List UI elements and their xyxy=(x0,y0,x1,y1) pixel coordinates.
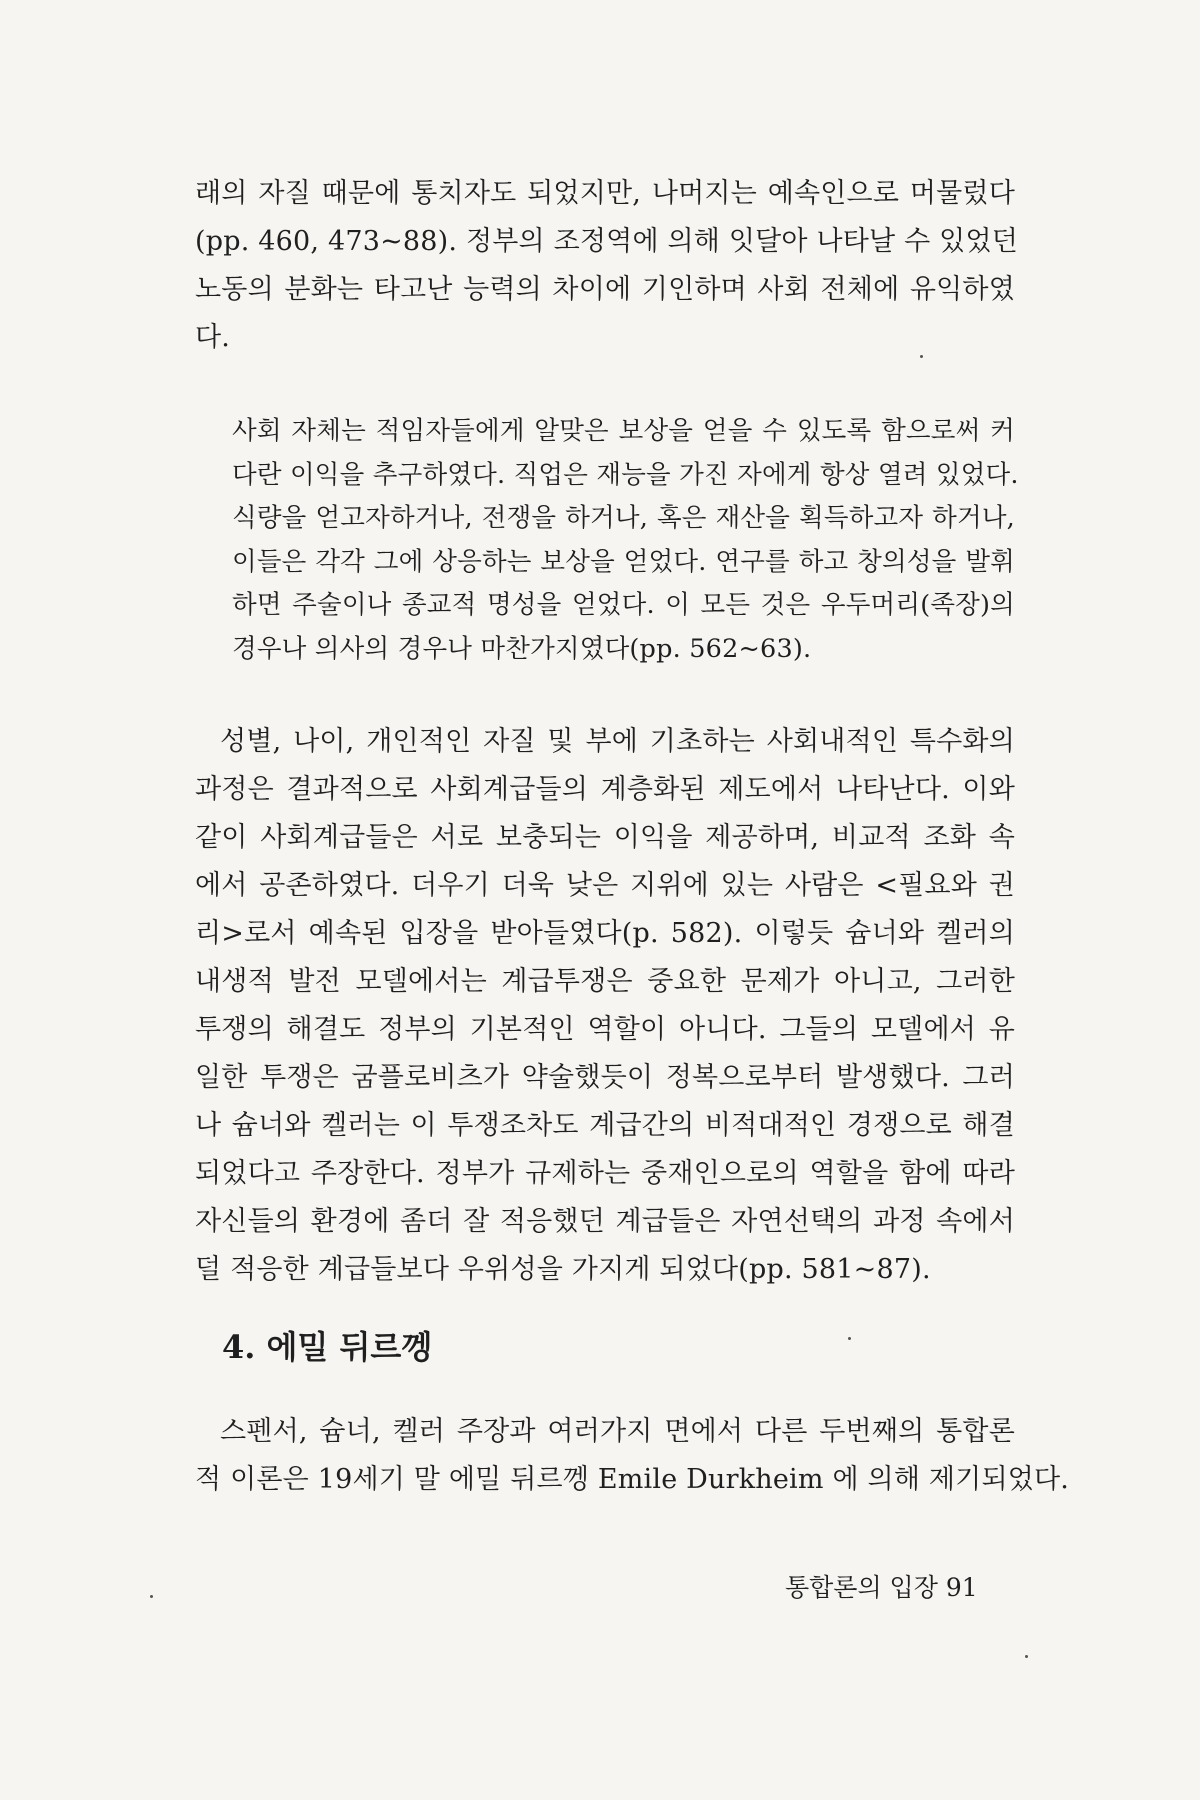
section-heading: 4. 에밀 뒤르껭 xyxy=(222,1328,433,1366)
paragraph-line: 나 슘너와 켈러는 이 투쟁조차도 계급간의 비적대적인 경쟁으로 해결 xyxy=(195,1110,1015,1141)
paragraph-line: (pp. 460, 473~88). 정부의 조정역에 의해 잇달아 나타날 수 있었던 xyxy=(195,226,1019,257)
paragraph-line: 같이 사회계급들은 서로 보충되는 이익을 제공하며, 비교적 조화 속 xyxy=(195,822,1015,853)
paragraph-line: 스펜서, 슘너, 켈러 주장과 여러가지 면에서 다른 두번째의 통합론 xyxy=(220,1416,1015,1447)
paragraph-line: 투쟁의 해결도 정부의 기본적인 역할이 아니다. 그들의 모델에서 유 xyxy=(195,1014,1015,1045)
paragraph-line: 되었다고 주장한다. 정부가 규제하는 중재인으로의 역할을 함에 따라 xyxy=(195,1158,1015,1189)
paragraph-line: 다. xyxy=(195,322,231,353)
paragraph-line: 자신들의 환경에 좀더 잘 적응했던 계급들은 자연선택의 과정 속에서 xyxy=(195,1206,1015,1237)
paragraph-line: 내생적 발전 모델에서는 계급투쟁은 중요한 문제가 아니고, 그러한 xyxy=(195,966,1015,997)
scan-speck xyxy=(150,1595,153,1598)
paragraph-line: 과정은 결과적으로 사회계급들의 계층화된 제도에서 나타난다. 이와 xyxy=(195,774,1015,805)
paragraph-line: 적 이론은 19세기 말 에밀 뒤르껭 Emile Durkheim 에 의해 제기되었다. xyxy=(195,1464,1070,1495)
quote-line: 사회 자체는 적임자들에게 알맞은 보상을 얻을 수 있도록 함으로써 커 xyxy=(232,416,1015,446)
paragraph-line: 래의 자질 때문에 통치자도 되었지만, 나머지는 예속인으로 머물렀다 xyxy=(195,178,1015,209)
scan-speck xyxy=(848,1337,851,1340)
paragraph-3 xyxy=(195,1408,1070,1504)
paragraph-line: 성별, 나이, 개인적인 자질 및 부에 기초하는 사회내적인 특수화의 xyxy=(220,726,1015,757)
quote-line: 이들은 각각 그에 상응하는 보상을 얻었다. 연구를 하고 창의성을 발휘 xyxy=(232,546,1015,577)
quote-line: 식량을 얻고자하거나, 전쟁을 하거나, 혹은 재산을 획득하고자 하거나, xyxy=(232,503,1015,533)
paragraph-line: 에서 공존하였다. 더우기 더욱 낮은 지위에 있는 사람은 <필요와 권 xyxy=(195,870,1015,901)
paragraph-2 xyxy=(195,718,1015,1294)
page-footer xyxy=(785,1568,978,1604)
scan-speck xyxy=(1025,1655,1028,1658)
block-quote xyxy=(232,410,1019,671)
paragraph-line: 일한 투쟁은 굼플로비츠가 약술했듯이 정복으로부터 발생했다. 그러 xyxy=(195,1062,1015,1093)
quote-line: 경우나 의사의 경우나 마찬가지였다(pp. 562~63). xyxy=(232,633,812,664)
paragraph-line: 리>로서 예속된 입장을 받아들였다(p. 582). 이렇듯 슘너와 켈러의 xyxy=(195,918,1015,949)
paragraph-line: 덜 적응한 계급들보다 우위성을 가지게 되었다(pp. 581~87). xyxy=(195,1254,931,1285)
paragraph-line: 노동의 분화는 타고난 능력의 차이에 기인하며 사회 전체에 유익하였 xyxy=(195,274,1015,305)
paragraph-1 xyxy=(195,170,1019,362)
page-number: 91 xyxy=(945,1573,978,1602)
quote-line: 하면 주술이나 종교적 명성을 얻었다. 이 모든 것은 우두머리(족장)의 xyxy=(232,590,1015,620)
quote-line: 다란 이익을 추구하였다. 직업은 재능을 가진 자에게 항상 열려 있었다. xyxy=(232,459,1019,490)
scan-speck xyxy=(920,355,923,358)
running-title: 통합론의 입장 xyxy=(785,1573,938,1602)
